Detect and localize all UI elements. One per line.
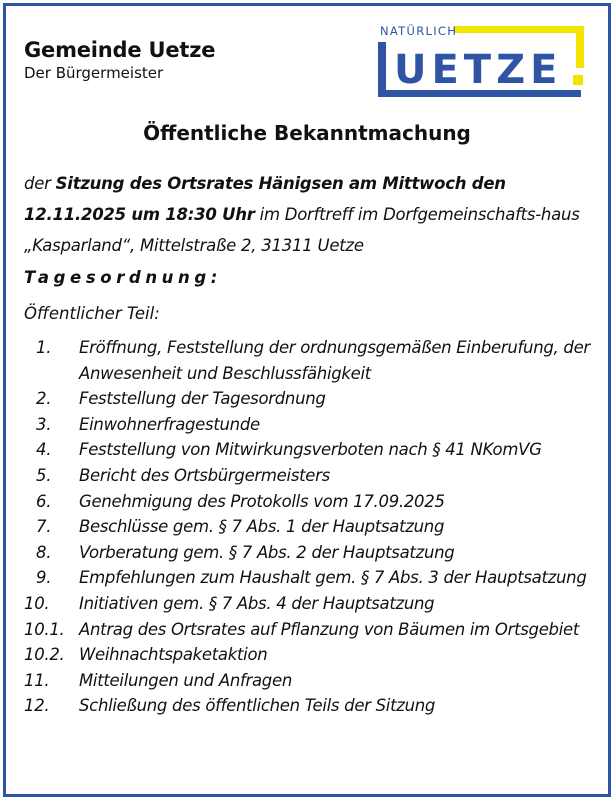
agenda-item (24, 693, 594, 719)
agenda-item-number: 11. (24, 670, 50, 690)
agenda-item-text: Genehmigung des Protokolls vom 17.09.2025 (79, 491, 445, 511)
agenda-item-number: 12. (24, 696, 50, 716)
org-subtitle: Der Bürgermeister (24, 64, 164, 82)
agenda-item (24, 386, 594, 412)
agenda-item-text: Beschlüsse gem. § 7 Abs. 1 der Hauptsatzung (79, 517, 445, 537)
agenda-item-text: Eröffnung, Feststellung der ordnungsgemäßen Einberufung, der Anwesenheit und Beschlussfähigkeit (79, 338, 590, 383)
agenda-item-number: 10.1. (24, 619, 65, 639)
agenda-item-text: Initiativen gem. § 7 Abs. 4 der Hauptsatzung (79, 593, 435, 613)
issuer-header (24, 38, 215, 83)
notice-frame (3, 3, 611, 797)
agenda-item (24, 591, 594, 617)
agenda-item-number: 3. (36, 414, 52, 434)
agenda-item-number: 8. (36, 542, 52, 562)
agenda-item-text: Feststellung von Mitwirkungsverboten nach § 41 NKomVG (79, 440, 542, 460)
agenda-item-text: Feststellung der Tagesordnung (79, 389, 326, 409)
agenda-item-number: 9. (36, 568, 52, 588)
agenda-item (24, 668, 594, 694)
agenda-item-text: Weihnachtspaketaktion (79, 645, 268, 665)
agenda-item-text: Einwohnerfragestunde (79, 414, 260, 434)
agenda-item (24, 642, 594, 668)
agenda-item-number: 10. (24, 593, 50, 613)
agenda-item-number: 4. (36, 440, 52, 460)
agenda-heading: Tagesordnung: (24, 268, 222, 287)
org-name: Gemeinde Uetze (24, 38, 216, 62)
agenda-item-number: 2. (36, 389, 52, 409)
agenda-item (24, 489, 594, 515)
agenda-item-text: Empfehlungen zum Haushalt gem. § 7 Abs. 3 der Hauptsatzung (79, 568, 587, 588)
agenda-item (24, 540, 594, 566)
agenda-item-number: 10.2. (24, 645, 65, 665)
intro-part-1: der (24, 174, 56, 193)
public-section-label: Öffentlicher Teil: (24, 304, 160, 323)
logo-yellow-dot (573, 75, 583, 85)
uetze-logo (374, 20, 590, 100)
agenda-item-number: 7. (36, 517, 52, 537)
agenda-item-number: 1. (36, 338, 52, 357)
intro-part-2: im Dorftreff im Dorfgemeinschafts-haus „Kasparland“, Mittelstraße 2, 31311 Uetze (24, 205, 580, 255)
agenda-item-text: Vorberatung gem. § 7 Abs. 2 der Hauptsatzung (79, 542, 455, 562)
intro-meeting-details: Sitzung des Ortsrates Hänigsen am Mittwoch den 12.11.2025 um 18:30 Uhr (24, 174, 506, 224)
agenda-item-text: Bericht des Ortsbürgermeisters (79, 465, 330, 485)
agenda-list (24, 335, 594, 719)
logo-tagline: NATÜRLICH (380, 24, 458, 38)
logo-wordmark: UETZE (394, 47, 563, 93)
agenda-item-text: Mitteilungen und Anfragen (79, 670, 292, 690)
agenda-item (24, 412, 594, 438)
agenda-item (24, 617, 594, 643)
agenda-item (24, 565, 594, 591)
meeting-intro (24, 168, 594, 261)
agenda-item (24, 514, 594, 540)
agenda-item (24, 437, 594, 463)
agenda-item (24, 335, 594, 386)
agenda-item-number: 6. (36, 491, 52, 511)
agenda-item-number: 5. (36, 465, 52, 485)
notice-title: Öffentliche Bekanntmachung (143, 121, 471, 145)
agenda-item (24, 463, 594, 489)
agenda-item-text: Schließung des öffentlichen Teils der Sitzung (79, 696, 436, 716)
agenda-item-text: Antrag des Ortsrates auf Pflanzung von Bäumen im Ortsgebiet (79, 619, 580, 639)
